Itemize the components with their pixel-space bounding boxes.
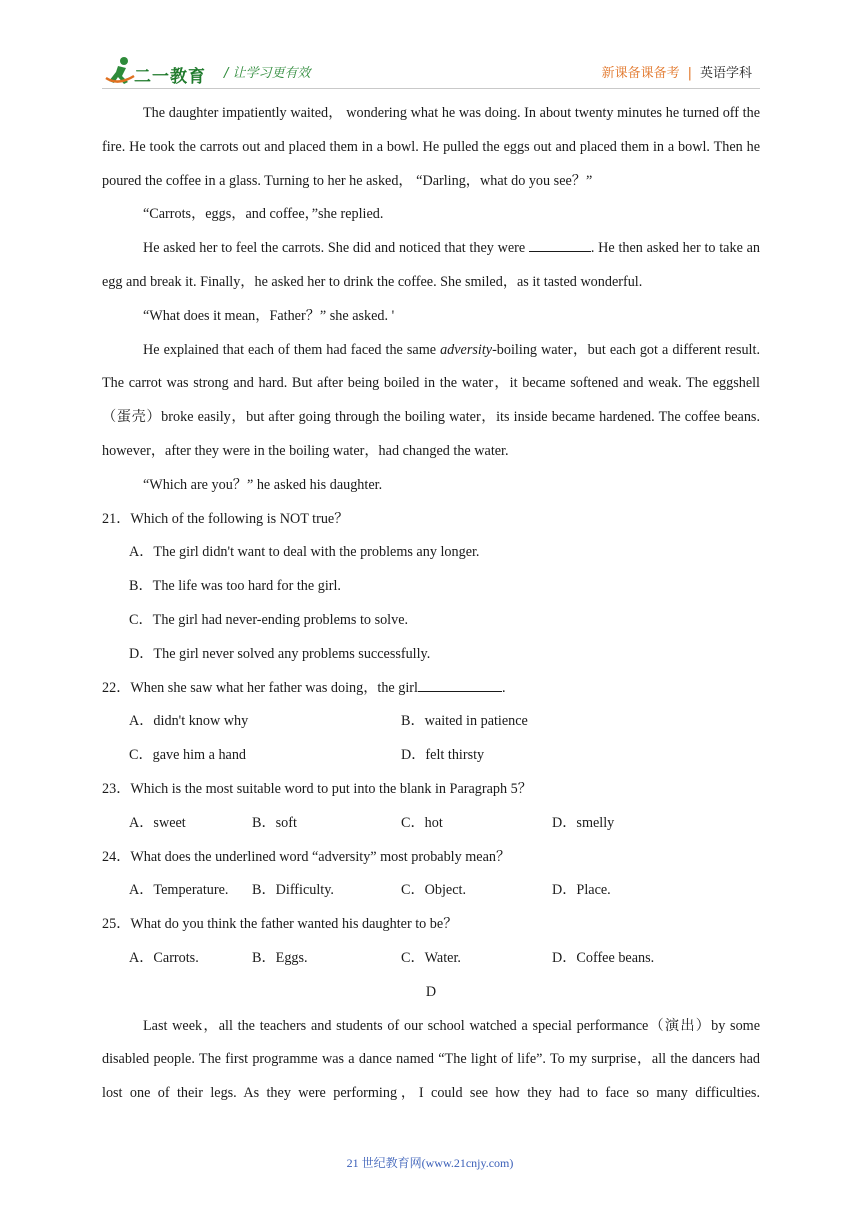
logo-text: 二一教育 xyxy=(134,67,206,87)
option: B．waited in patience xyxy=(401,713,528,730)
option: B．soft xyxy=(252,814,297,831)
option-row xyxy=(102,705,760,739)
option: D．The girl never solved any problems successfully. xyxy=(129,645,431,662)
header-divider xyxy=(102,88,760,89)
slogan: / 让学习更有效 xyxy=(224,66,311,81)
header-subject-name: 英语学科 xyxy=(699,66,752,81)
paragraph-text: -boiling water，but each got a different result. The carrot was strong and hard. But after being boiled in the water，it became softened and weak. The eggshell（蛋壳）broke easily，but after going through the boiling water，its inside became hardened. The coffee beans. however，after they were in the boiling water，had changed the water. xyxy=(102,341,760,459)
question-stem: 23．Which is the most suitable word to put into the blank in Paragraph 5？ xyxy=(102,780,532,797)
keyword-adversity: adversity xyxy=(440,341,493,358)
option: D．felt thirsty xyxy=(401,747,485,764)
page-header xyxy=(0,0,860,92)
paragraph: Last week，all the teachers and students of our school watched a special performance（演出）by some disabled people. The first programme was a dance named “The light of life”. To my surprise，all the dancers had lost one of their legs. As they were performing，I could see how they had to face so many difficulties. xyxy=(102,1017,760,1102)
option-row xyxy=(102,874,760,908)
paragraph xyxy=(102,232,760,300)
section-heading: D xyxy=(425,983,437,1000)
option: C．Object. xyxy=(401,882,467,899)
option: A．Temperature. xyxy=(129,882,229,899)
question-text: 22．When she saw what her father was doing，the girl xyxy=(102,679,418,696)
paragraph: “What does it mean，Father？” she asked. ' xyxy=(143,307,395,324)
option: D．Coffee beans. xyxy=(552,949,655,966)
header-tagline: 新课备课备考 xyxy=(601,66,680,81)
document-body xyxy=(102,97,760,1111)
option: D．smelly xyxy=(552,814,615,831)
option: B．The life was too hard for the girl. xyxy=(129,578,341,595)
runner-logo-icon xyxy=(104,56,138,88)
question-text: . xyxy=(501,679,506,696)
option: B．Difficulty. xyxy=(252,882,334,899)
logo xyxy=(104,56,214,90)
option: A．The girl didn't want to deal with the problems any longer. xyxy=(129,544,480,561)
answer-blank xyxy=(529,236,591,252)
paragraph-text: He explained that each of them had faced the same xyxy=(143,341,441,358)
option: A．didn't know why xyxy=(129,713,249,730)
paragraph-text: . He then asked her to take an egg and break it. Finally，he asked her to drink the coffee. She smiled，as it tasted wonderful. xyxy=(102,240,760,290)
option: A．Carrots. xyxy=(129,949,199,966)
option: C．Water. xyxy=(401,949,461,966)
option: C．gave him a hand xyxy=(129,747,247,764)
question-stem: 21．Which of the following is NOT true？ xyxy=(102,510,349,527)
paragraph: The daughter impatiently waited， wondering what he was doing. In about twenty minutes he turned off the fire. He took the carrots out and placed them in a bowl. He pulled the eggs out and placed them in a bowl. Then he poured the coffee in a glass. Turning to her he asked， “Darling，what do you see？” xyxy=(102,105,760,189)
header-subject xyxy=(602,62,752,81)
answer-blank xyxy=(418,676,502,692)
paragraph xyxy=(102,334,760,469)
question-stem xyxy=(102,672,760,706)
paragraph-text: He asked her to feel the carrots. She did and noticed that they were xyxy=(143,240,529,257)
question-stem: 24．What does the underlined word “adversity” most probably mean？ xyxy=(102,848,511,865)
option: B．Eggs. xyxy=(252,949,308,966)
option-row xyxy=(102,942,760,976)
paragraph: “Carrots，eggs，and coffee，”she replied. xyxy=(143,206,384,223)
paragraph: “Which are you？” he asked his daughter. xyxy=(143,476,383,493)
option-row xyxy=(102,739,760,773)
option: C．The girl had never-ending problems to solve. xyxy=(129,611,409,628)
option: A．sweet xyxy=(129,814,186,831)
option-row xyxy=(102,807,760,841)
question-stem: 25．What do you think the father wanted his daughter to be？ xyxy=(102,916,458,933)
option: C．hot xyxy=(401,814,443,831)
header-separator: | xyxy=(687,66,692,81)
option: D．Place. xyxy=(552,882,611,899)
page-footer: 21 世纪教育网(www.21cnjy.com) xyxy=(346,1156,514,1170)
